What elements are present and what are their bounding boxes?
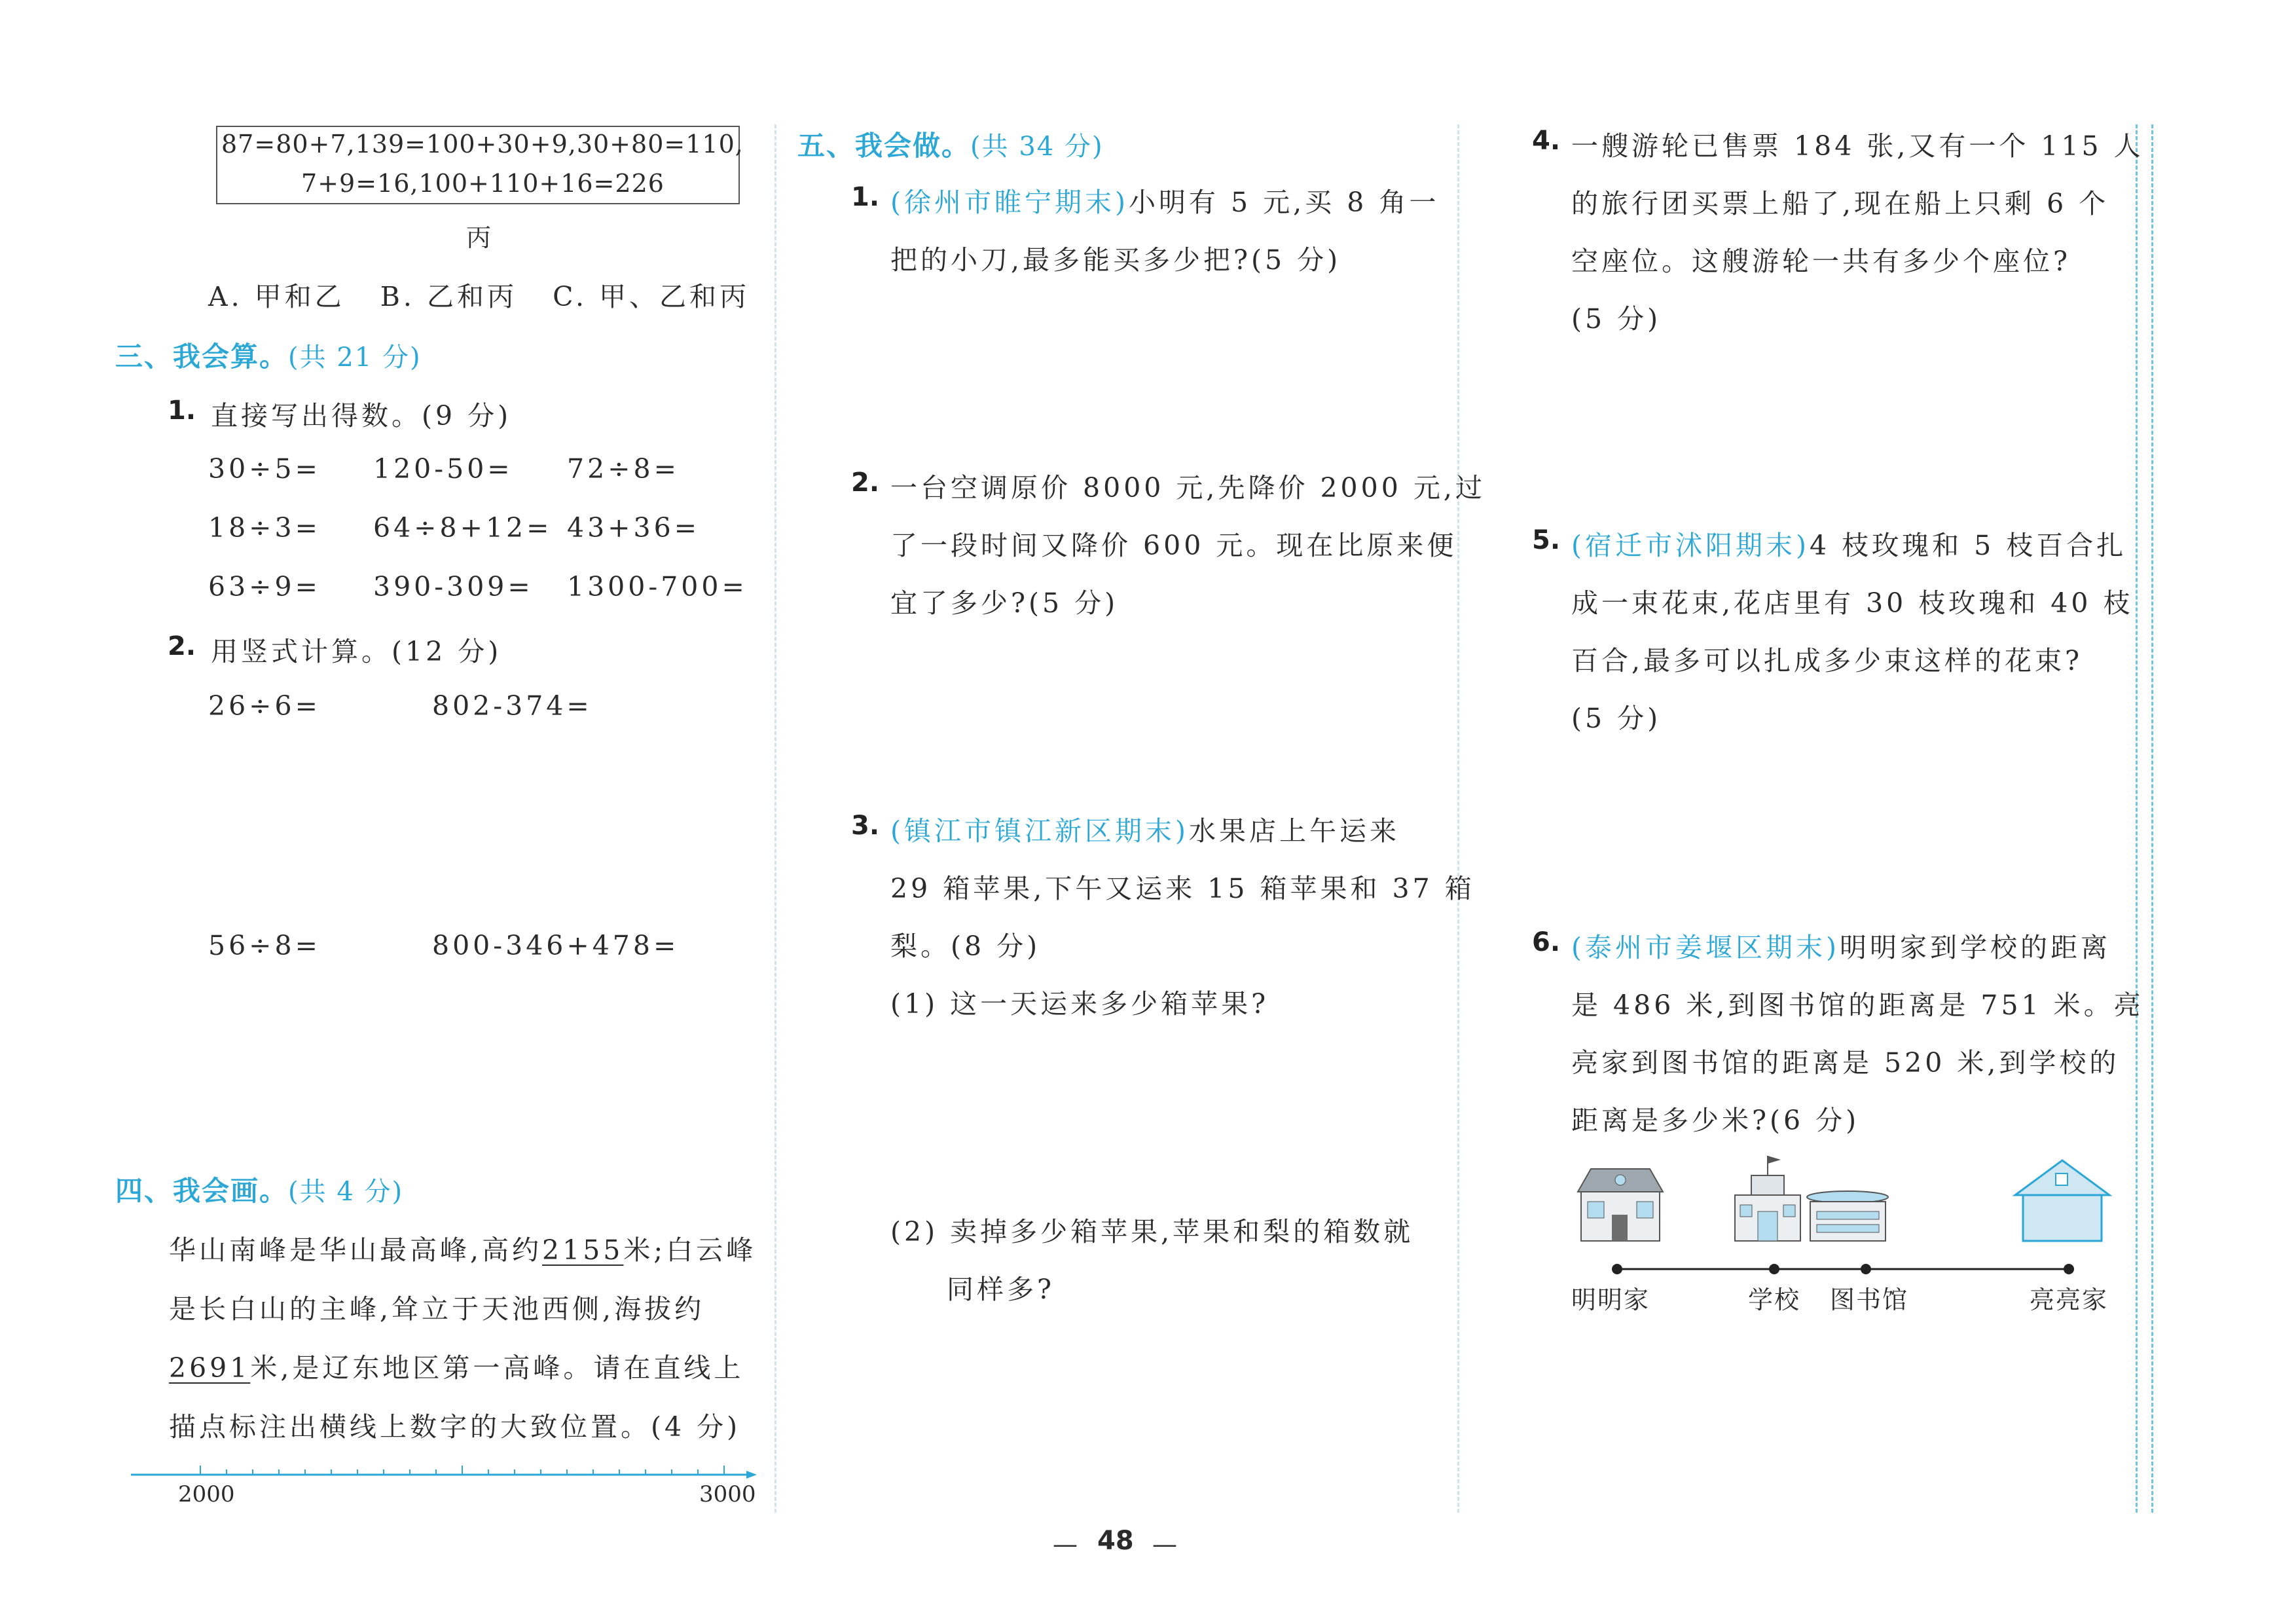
school-icon	[1735, 1156, 1800, 1241]
point-school	[1769, 1264, 1779, 1274]
section-5-points: (共 34 分)	[970, 132, 1104, 162]
house-icon	[1578, 1169, 1663, 1241]
p5-text-1: 4 枝玫瑰和 5 枝百合扎	[1810, 530, 2127, 561]
p5-line-3: 百合,最多可以扎成多少束这样的花束?	[1571, 645, 2083, 676]
label-liangliang: 亮亮家	[2030, 1285, 2109, 1314]
p2-line-2: 了一段时间又降价 600 元。现在比原来便	[890, 530, 1457, 561]
p4-number: 4.	[1532, 126, 1561, 156]
section-5-title	[797, 124, 1104, 164]
p1-line-2: 把的小刀,最多能买多少把?(5 分)	[890, 244, 1341, 276]
label-mingming: 明明家	[1571, 1285, 1650, 1314]
p3-text-1: 水果店上午运来	[1189, 815, 1400, 847]
p1-line-1	[890, 181, 1439, 219]
page-number-dash-right: —	[1152, 1530, 1177, 1559]
calc-r1c3: 72÷8=	[567, 453, 680, 485]
p6-line-3: 亮家到图书馆的距离是 520 米,到学校的	[1571, 1047, 2120, 1079]
section-4-title	[115, 1170, 403, 1209]
vert-3: 56÷8=	[208, 930, 321, 961]
p4-line-1: 一艘游轮已售票 184 张,又有一个 115 人	[1571, 130, 2144, 162]
section-3-points: (共 21 分)	[288, 342, 422, 373]
margin-line	[2136, 124, 2138, 1513]
q2-text: 用竖式计算。(12 分)	[211, 636, 502, 667]
p3-line-1	[890, 809, 1400, 848]
p4-line-4: (5 分)	[1571, 303, 1662, 335]
p5-line-2: 成一束花束,花店里有 30 枝玫瑰和 40 枝	[1571, 587, 2134, 619]
s4-line-1	[169, 1228, 756, 1267]
box-line-1: 87=80+7,139=100+30+9,30+80=110,	[221, 130, 744, 158]
point-liangliang	[2064, 1264, 2074, 1274]
p6-line-2: 是 486 米,到图书馆的距离是 751 米。亮	[1571, 989, 2144, 1021]
label-library: 图书馆	[1830, 1285, 1909, 1314]
section-4-points: (共 4 分)	[288, 1177, 404, 1207]
p6-number: 6.	[1532, 927, 1561, 957]
p3-source: (镇江市镇江新区期末)	[890, 815, 1189, 847]
number-line-arrow	[746, 1471, 757, 1479]
p6-line-4: 距离是多少米?(6 分)	[1571, 1105, 1860, 1136]
s4-number-1: 2155	[542, 1234, 624, 1266]
p2-line-1: 一台空调原价 8000 元,先降价 2000 元,过	[890, 472, 1485, 504]
label-school: 学校	[1748, 1285, 1801, 1314]
p3-sub-2b: 同样多?	[947, 1274, 1055, 1305]
house-outline-icon	[2015, 1160, 2109, 1241]
calc-r1c1: 30÷5=	[208, 453, 321, 485]
q1-text: 直接写出得数。(9 分)	[211, 400, 512, 432]
p2-line-3: 宜了多少?(5 分)	[890, 587, 1119, 619]
p5-number: 5.	[1532, 525, 1561, 555]
s4-text-1a: 华山南峰是华山最高峰,高约	[169, 1234, 543, 1266]
calc-r3c2: 390-309=	[373, 571, 534, 602]
page-number-dash-left: —	[1053, 1530, 1078, 1559]
point-library	[1861, 1264, 1871, 1274]
calc-r3c3: 1300-700=	[567, 571, 748, 602]
p3-sub-2a: (2) 卖掉多少箱苹果,苹果和梨的箱数就	[890, 1216, 1414, 1247]
calc-r2c3: 43+36=	[567, 512, 701, 544]
point-mingming	[1612, 1264, 1622, 1274]
s4-number-2: 2691	[169, 1352, 251, 1384]
section-3-heading: 三、我会算。	[115, 341, 289, 373]
calc-r1c2: 120-50=	[373, 453, 513, 485]
box-line-2: 7+9=16,100+110+16=226	[301, 169, 665, 198]
p1-source: (徐州市睢宁期末)	[890, 187, 1129, 218]
options: A. 甲和乙 B. 乙和丙 C. 甲、乙和丙	[208, 281, 750, 312]
p5-line-1	[1571, 524, 2126, 563]
axis-end-label: 3000	[699, 1481, 756, 1507]
vert-4: 800-346+478=	[432, 930, 680, 961]
q1-number: 1.	[168, 396, 196, 426]
p3-sub-1: (1) 这一天运来多少箱苹果?	[890, 988, 1269, 1020]
p1-text-1: 小明有 5 元,买 8 角一	[1129, 187, 1440, 218]
calc-r2c2: 64÷8+12=	[373, 512, 553, 544]
s4-line-2: 是长白山的主峰,耸立于天池西侧,海拔约	[169, 1293, 705, 1325]
column-divider-left	[774, 124, 776, 1513]
p3-line-3: 梨。(8 分)	[890, 931, 1041, 962]
s4-text-1b: 米;白云峰	[623, 1234, 757, 1266]
p6-text-1: 明明家到学校的距离	[1840, 932, 2111, 963]
box-caption: 丙	[466, 223, 495, 252]
q2-number: 2.	[168, 631, 196, 661]
axis-start-label: 2000	[178, 1481, 235, 1507]
section-3-title	[115, 335, 422, 375]
s4-text-3b: 米,是辽东地区第一高峰。请在直线上	[250, 1352, 744, 1384]
column-divider-right	[1457, 124, 1459, 1513]
margin-line-2	[2151, 124, 2153, 1513]
p1-number: 1.	[851, 182, 880, 212]
p3-number: 3.	[851, 811, 880, 841]
p5-source: (宿迁市沭阳期末)	[1571, 530, 1810, 561]
p4-line-2: 的旅行团买票上船了,现在船上只剩 6 个	[1571, 188, 2109, 219]
map-illustration	[1565, 1139, 2128, 1283]
s4-line-4: 描点标注出横线上数字的大致位置。(4 分)	[169, 1411, 741, 1443]
p3-line-2: 29 箱苹果,下午又运来 15 箱苹果和 37 箱	[890, 873, 1475, 904]
vert-2: 802-374=	[432, 690, 592, 722]
p4-line-3: 空座位。这艘游轮一共有多少个座位?	[1571, 246, 2071, 277]
p6-source: (泰州市姜堰区期末)	[1571, 932, 1840, 963]
vert-1: 26÷6=	[208, 690, 321, 722]
library-icon	[1807, 1191, 1888, 1241]
page-number: 48	[1097, 1526, 1134, 1556]
s4-line-3	[169, 1346, 744, 1385]
section-5-heading: 五、我会做。	[797, 130, 971, 162]
p6-line-1	[1571, 926, 2111, 965]
calc-r2c1: 18÷3=	[208, 512, 321, 544]
section-4-heading: 四、我会画。	[115, 1175, 289, 1207]
p2-number: 2.	[851, 468, 880, 498]
calc-r3c1: 63÷9=	[208, 571, 321, 602]
p5-line-4: (5 分)	[1571, 703, 1662, 734]
